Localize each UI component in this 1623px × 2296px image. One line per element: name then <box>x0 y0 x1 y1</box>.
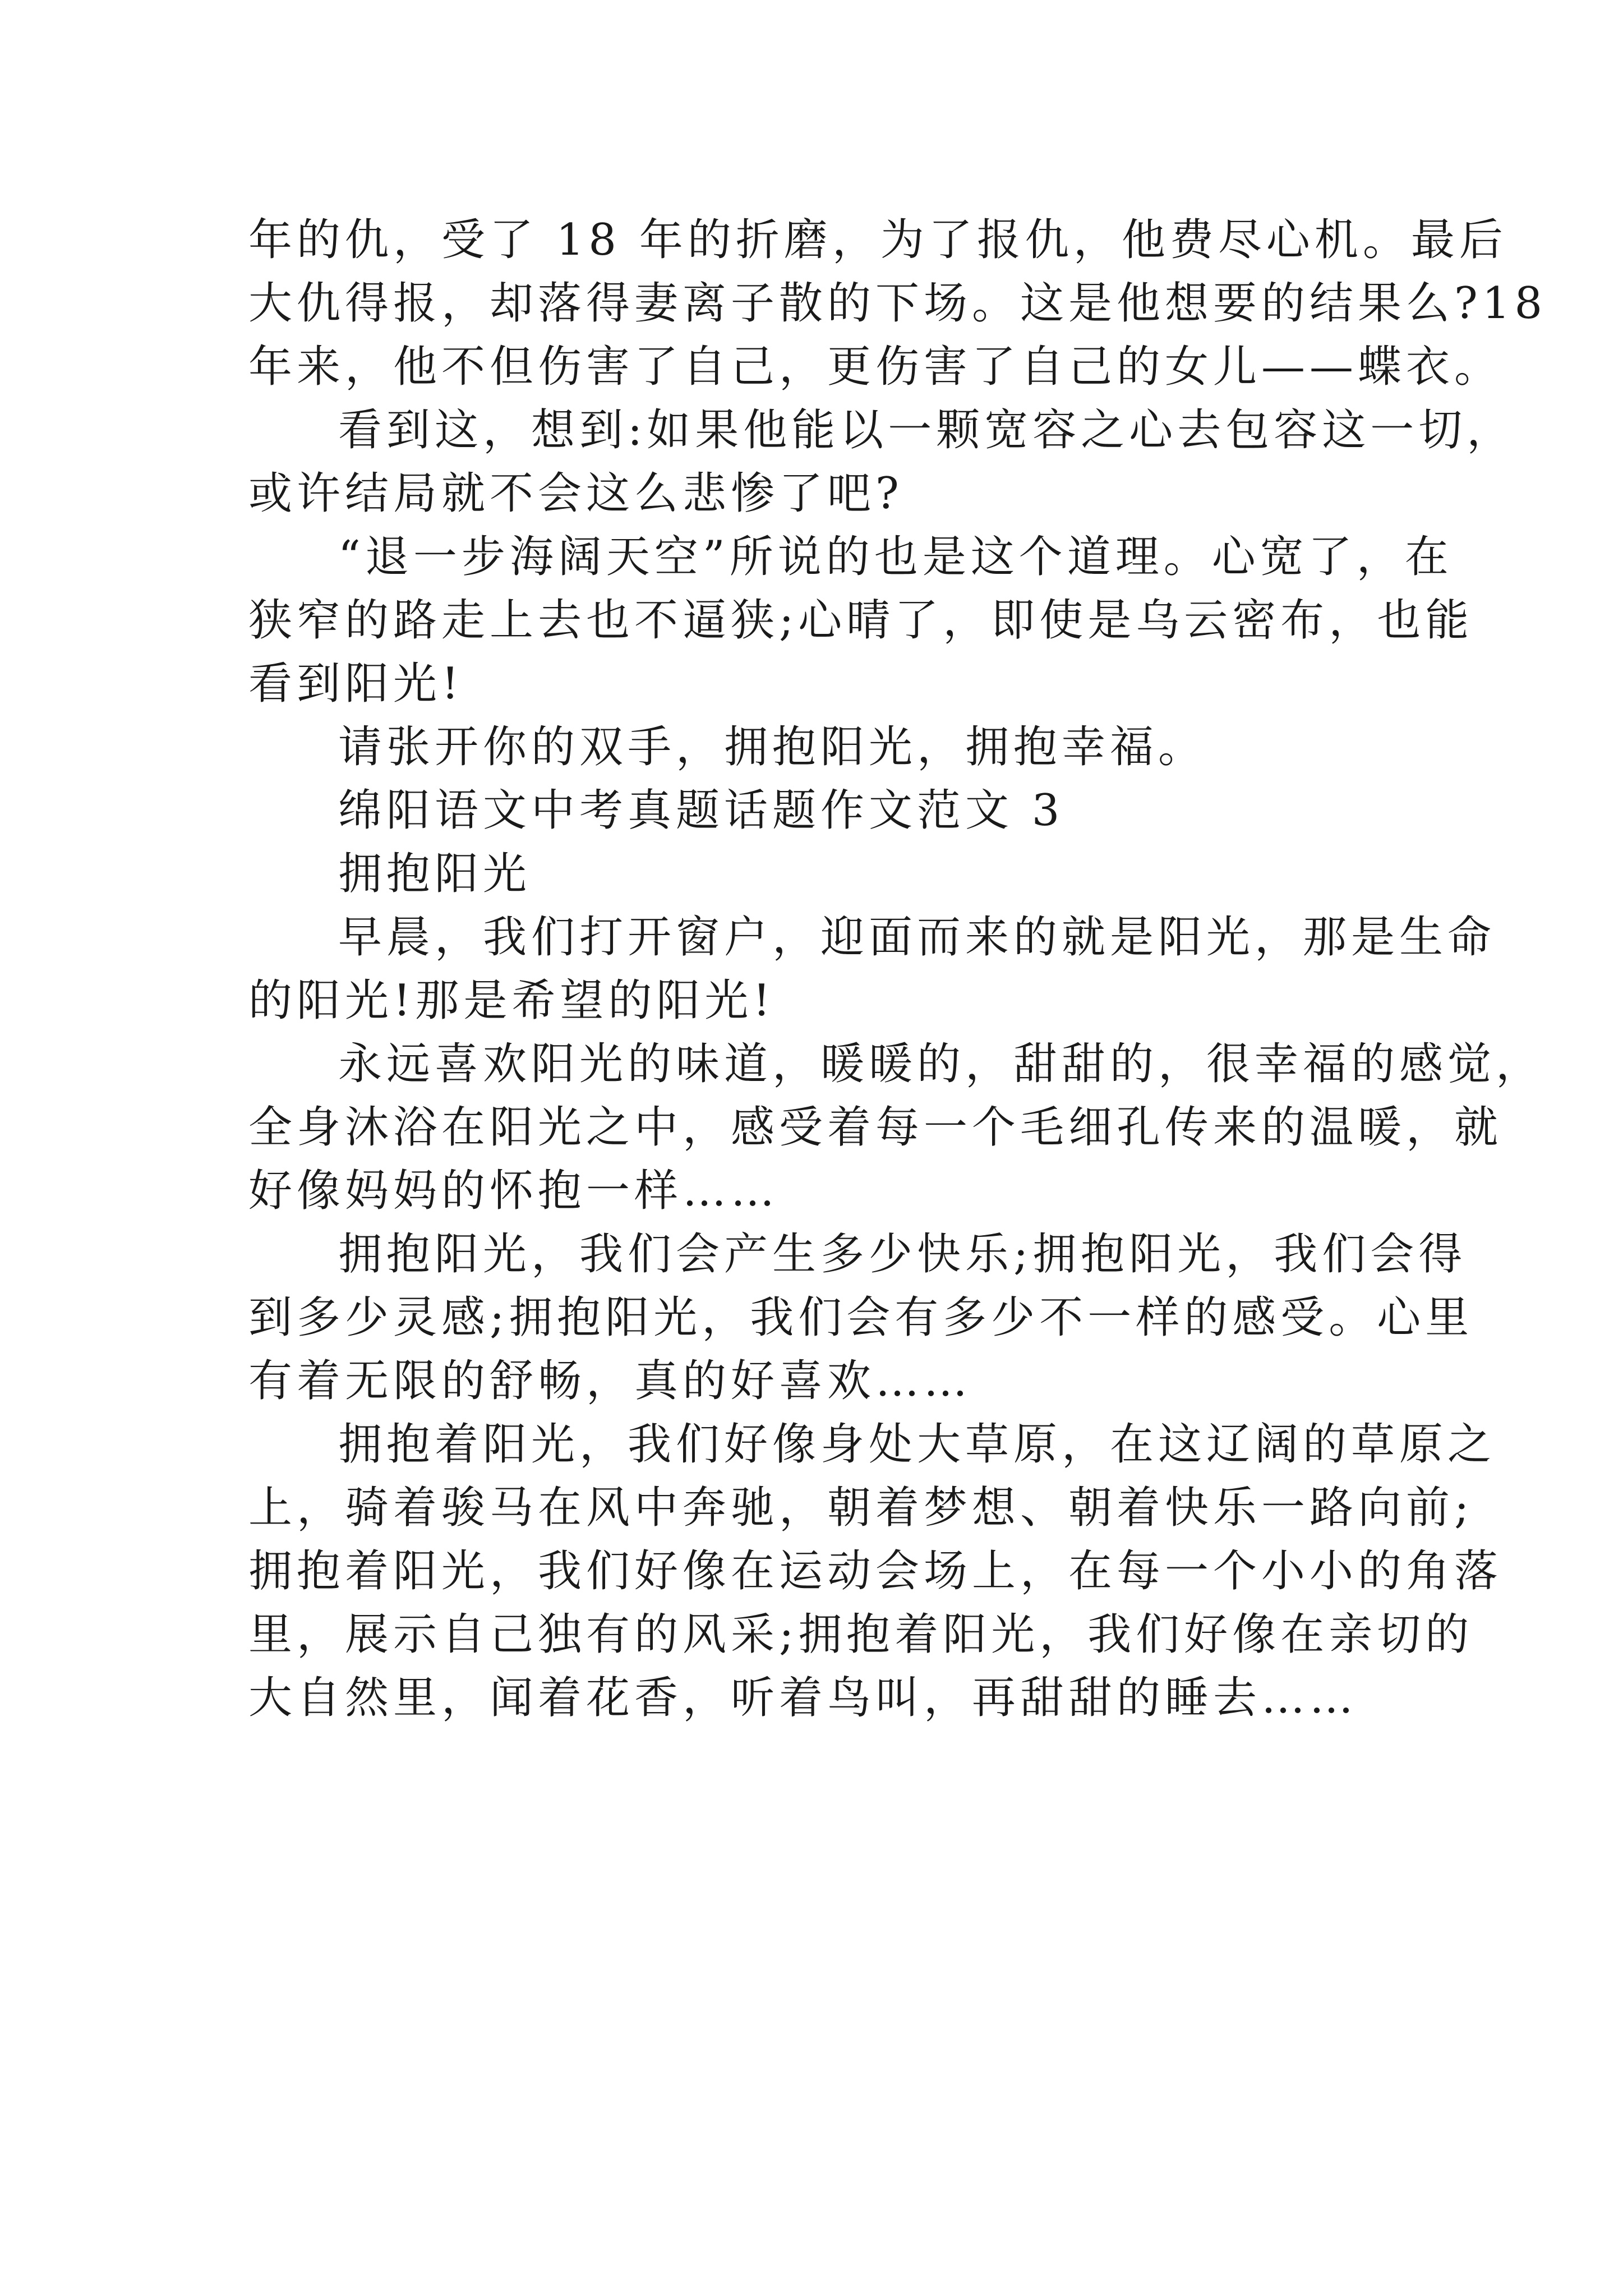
text-line: 或许结局就不会这么悲惨了吧? <box>248 468 903 519</box>
text-line: 有着无限的舒畅，真的好喜欢…… <box>248 1356 972 1406</box>
text-line: 的阳光!那是希望的阳光! <box>248 976 775 1026</box>
text-line: 上，骑着骏马在风中奔驰，朝着梦想、朝着快乐一路向前; <box>248 1483 1474 1533</box>
essay-title: 拥抱阳光 <box>338 849 532 899</box>
text-line: 里，展示自己独有的风采;拥抱着阳光，我们好像在亲切的 <box>248 1609 1474 1660</box>
paragraph-start: 看到这，想到:如果他能以一颗宽容之心去包容这一切， <box>338 405 1515 455</box>
text-line: 年来，他不但伤害了自己，更伤害了自己的女儿——蝶衣。 <box>248 342 1503 392</box>
text-line: 大仇得报，却落得妻离子散的下场。这是他想要的结果么?18 <box>248 278 1547 329</box>
text-line: 大自然里，闻着花香，听着鸟叫，再甜甜的睡去…… <box>248 1673 1358 1723</box>
section-heading: 绵阳语文中考真题话题作文范文 3 <box>338 785 1064 836</box>
text-line: 年的仇，受了 18 年的折磨，为了报仇，他费尽心机。最后 <box>248 215 1507 265</box>
text-line: 到多少灵感;拥抱阳光，我们会有多少不一样的感受。心里 <box>248 1292 1474 1343</box>
paragraph-start: 拥抱着阳光，我们好像身处大草原，在这辽阔的草原之 <box>338 1419 1496 1470</box>
text-line: 全身沐浴在阳光之中，感受着每一个毛细孔传来的温暖，就 <box>248 1102 1503 1153</box>
paragraph-start: “退一步海阔天空”所说的也是这个道理。心宽了，在 <box>338 532 1453 582</box>
text-line: 看到阳光! <box>248 659 464 709</box>
paragraph-start: 永远喜欢阳光的味道，暖暖的，甜甜的，很幸福的感觉， <box>338 1039 1544 1089</box>
text-line: 狭窄的路走上去也不逼狭;心晴了，即使是乌云密布，也能 <box>248 595 1474 646</box>
paragraph-start: 拥抱阳光，我们会产生多少快乐;拥抱阳光，我们会得 <box>338 1229 1467 1280</box>
text-line: 拥抱着阳光，我们好像在运动会场上，在每一个小小的角落 <box>248 1546 1503 1596</box>
text-line: 好像妈妈的怀抱一样…… <box>248 1166 780 1216</box>
paragraph-start: 请张开你的双手，拥抱阳光，拥抱幸福。 <box>338 722 1207 772</box>
paragraph-start: 早晨，我们打开窗户，迎面而来的就是阳光，那是生命 <box>338 912 1496 963</box>
